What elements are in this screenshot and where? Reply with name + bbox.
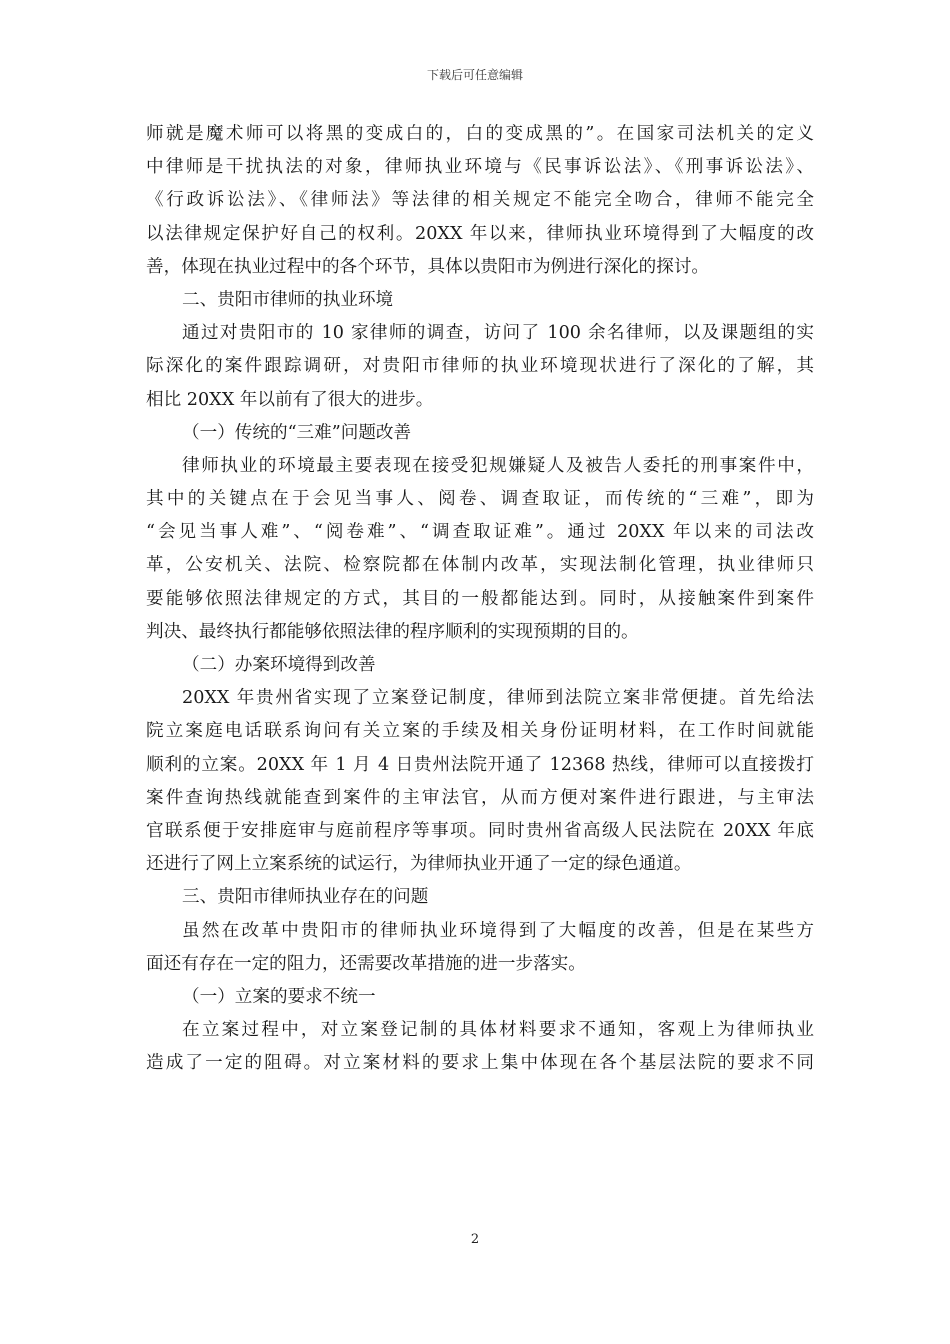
page-number: 2 bbox=[470, 1232, 480, 1247]
text-line: 师就是魔术师可以将黑的变成白的，白的变成黑的”。在国家司法机关的定义 bbox=[146, 124, 814, 144]
text-line: （一）立案的要求不统一 bbox=[182, 986, 376, 1007]
text-line: “会见当事人难”、“阅卷难”、“调查取证难”。通过 20XX 年以来的司法改 bbox=[146, 522, 814, 543]
text-line: 际深化的案件跟踪调研，对贵阳市律师的执业环境现状进行了深化的了解，其 bbox=[146, 356, 814, 377]
text-line: 相比 20XX 年以前有了很大的进步。 bbox=[146, 389, 434, 410]
text-line: 中律师是干扰执法的对象，律师执业环境与《民事诉讼法》、《刑事诉讼法》、 bbox=[146, 157, 814, 178]
text-line: 院立案庭电话联系询问有关立案的手续及相关身份证明材料，在工作时间就能 bbox=[146, 721, 814, 742]
text-line: 官联系便于安排庭审与庭前程序等事项。同时贵州省高级人民法院在 20XX 年底 bbox=[146, 820, 814, 841]
text-line: 律师执业的环境最主要表现在接受犯规嫌疑人及被告人委托的刑事案件中， bbox=[182, 455, 814, 476]
text-line: （一）传统的“三难”问题改善 bbox=[182, 422, 412, 443]
text-line: 通过对贵阳市的 10 家律师的调查，访问了 100 余名律师，以及课题组的实 bbox=[182, 323, 814, 344]
text-line: 还进行了网上立案系统的试运行，为律师执业开通了一定的绿色通道。 bbox=[146, 854, 692, 875]
text-line: 造成了一定的阻碍。对立案材料的要求上集中体现在各个基层法院的要求不同 bbox=[146, 1053, 814, 1074]
text-line: 20XX 年贵州省实现了立案登记制度，律师到法院立案非常便捷。首先给法 bbox=[182, 688, 814, 709]
text-line: 面还有存在一定的阻力，还需要改革措施的进一步落实。 bbox=[146, 953, 586, 974]
text-line: （二）办案环境得到改善 bbox=[182, 655, 376, 675]
text-line: 《行政诉讼法》、《律师法》等法律的相关规定不能完全吻合，律师不能完全 bbox=[146, 190, 814, 211]
text-line: 三、贵阳市律师执业存在的问题 bbox=[182, 887, 429, 908]
text-line: 要能够依照法律规定的方式，其目的一般都能达到。同时，从接触案件到案件 bbox=[146, 588, 814, 609]
text-line: 二、贵阳市律师的执业环境 bbox=[182, 289, 394, 310]
text-line: 判决、最终执行都能够依照法律的程序顺利的实现预期的目的。 bbox=[146, 621, 639, 642]
text-line: 案件查询热线就能查到案件的主审法官，从而方便对案件进行跟进，与主审法 bbox=[146, 787, 814, 808]
document-body bbox=[146, 118, 814, 1080]
text-line: 在立案过程中，对立案登记制的具体材料要求不通知，客观上为律师执业 bbox=[182, 1020, 814, 1041]
text-line: 顺利的立案。20XX 年 1 月 4 日贵州法院开通了 12368 热线，律师可以直接拨打 bbox=[146, 754, 814, 775]
text-line: 其中的关键点在于会见当事人、阅卷、调查取证，而传统的“三难”，即为 bbox=[146, 489, 814, 510]
text-line: 虽然在改革中贵阳市的律师执业环境得到了大幅度的改善，但是在某些方 bbox=[182, 920, 814, 941]
text-line: 以法律规定保护好自己的权利。20XX 年以来，律师执业环境得到了大幅度的改 bbox=[146, 223, 814, 244]
page-header: 下载后可任意编辑 bbox=[426, 68, 523, 82]
text-line: 革，公安机关、法院、检察院都在体制内改革，实现法制化管理，执业律师只 bbox=[146, 555, 814, 576]
text-line: 善，体现在执业过程中的各个环节，具体以贵阳市为例进行深化的探讨。 bbox=[146, 256, 710, 277]
